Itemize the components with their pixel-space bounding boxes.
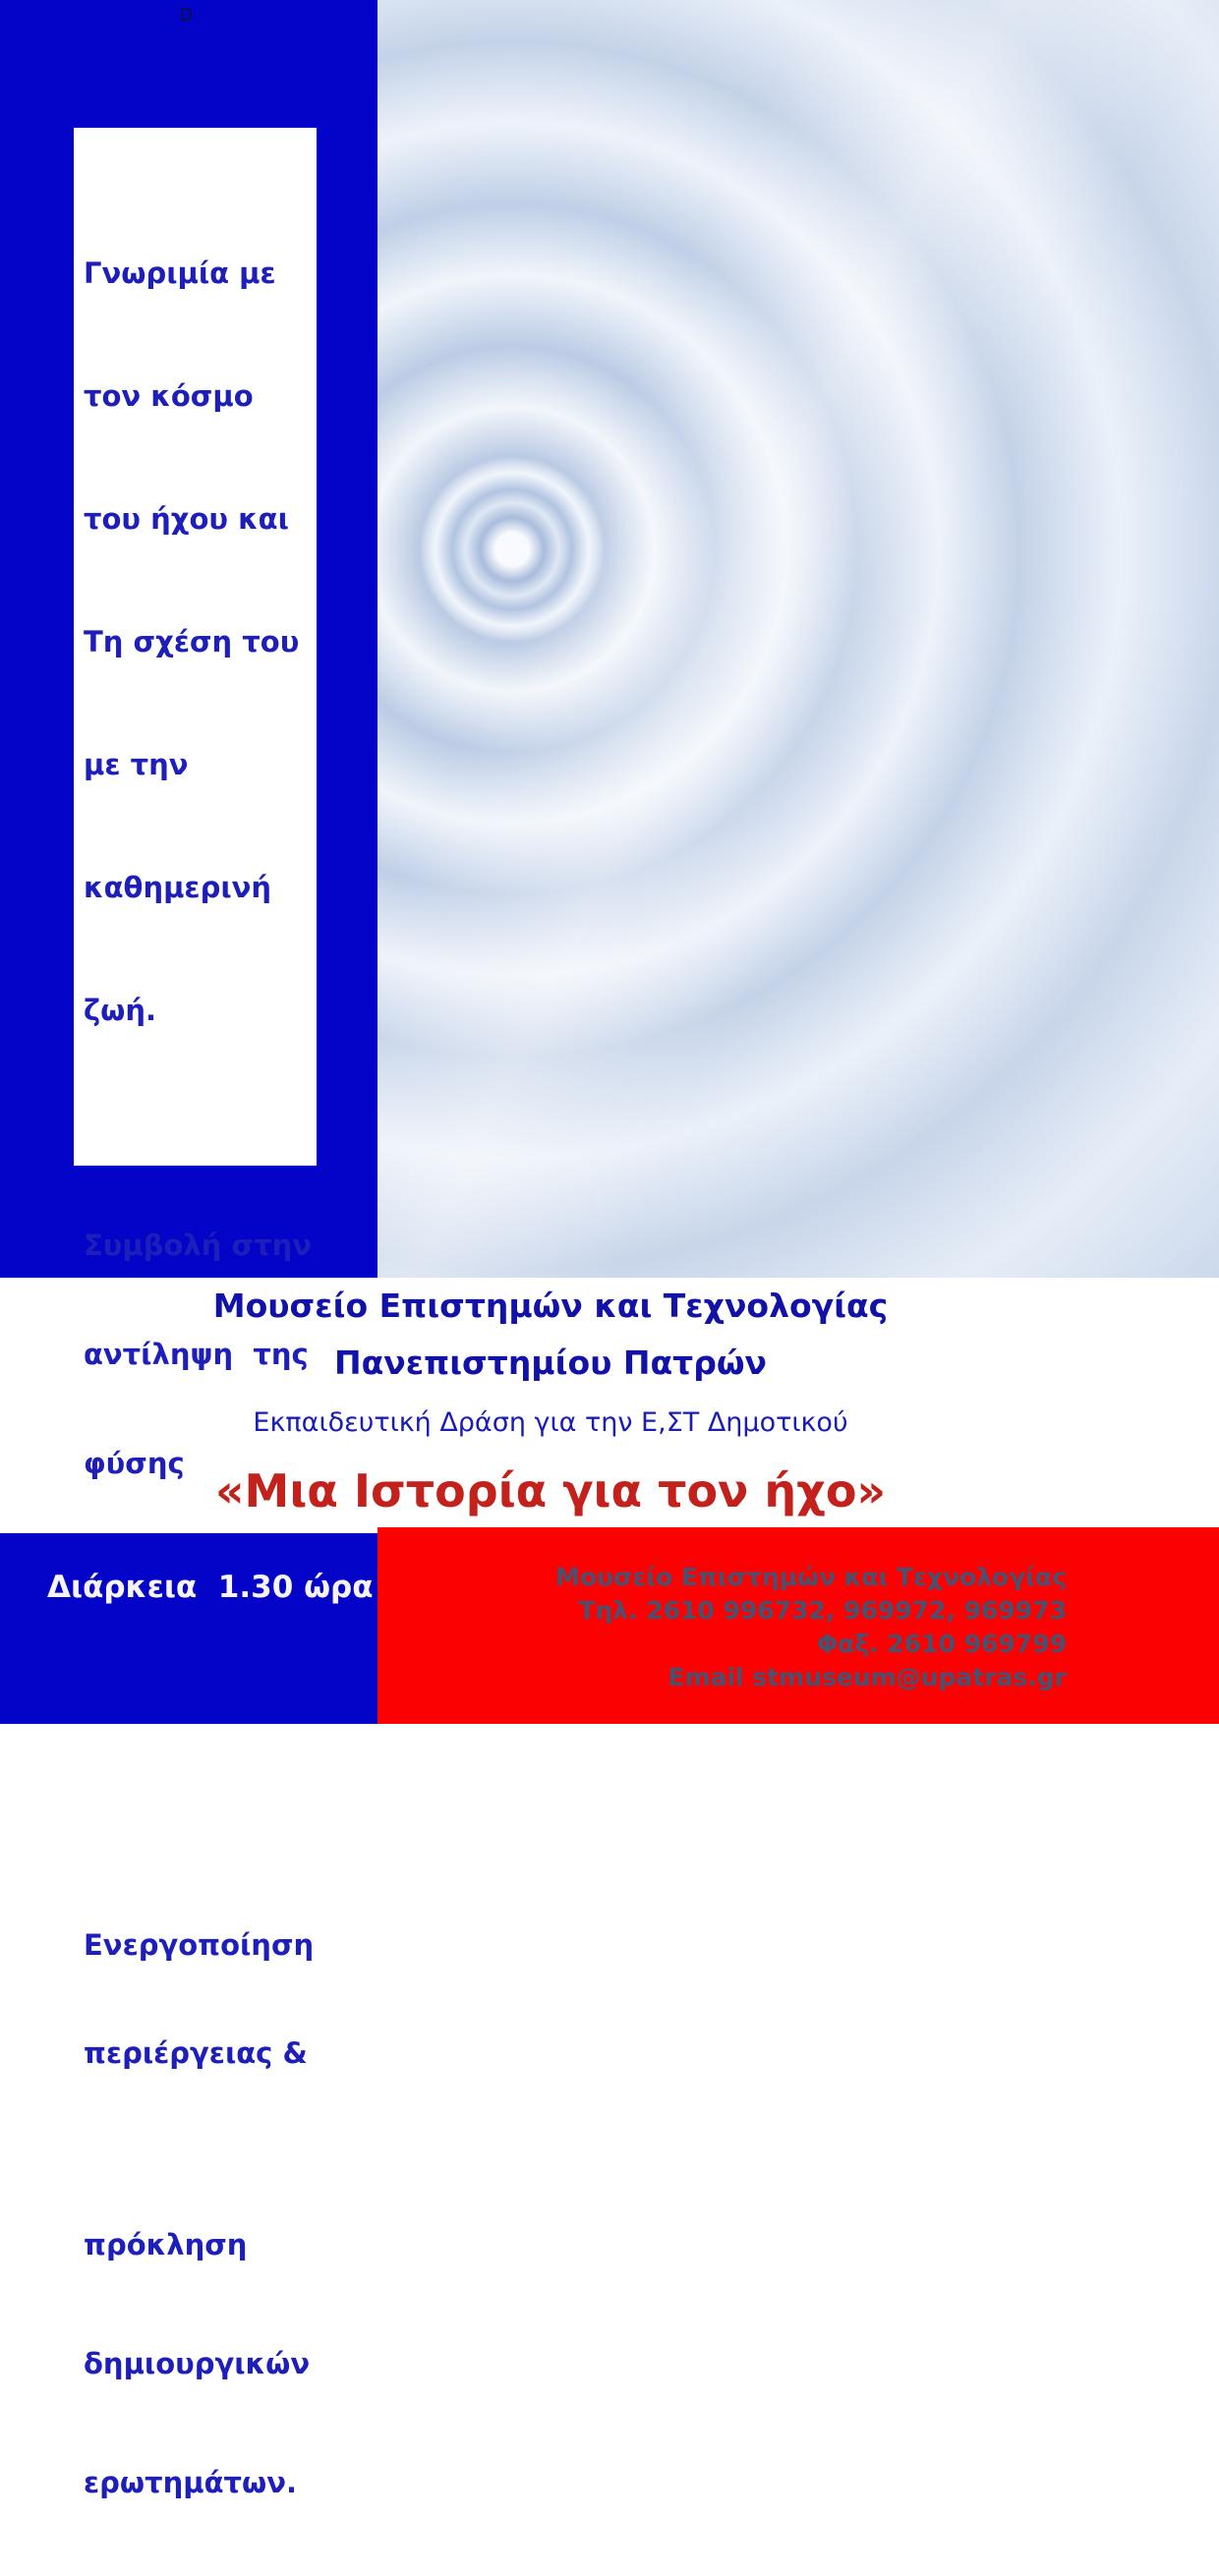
subtitle: Εκπαιδευτική Δράση για την Ε,ΣΤ Δημοτικού: [253, 1407, 848, 1438]
sidebar-line: δημιουργικών: [84, 2347, 311, 2380]
sidebar-line: ζωή.: [84, 994, 157, 1027]
duration-box: [0, 1533, 377, 1724]
contact-fax: Φαξ. 2610 969799: [816, 1630, 1067, 1658]
sidebar-line: Γνωριμία με: [84, 257, 276, 290]
museum-title-line1: Μουσείο Επιστημών και Τεχνολογίας: [212, 1287, 889, 1325]
spacer: [84, 1106, 317, 1158]
sidebar-line: αντίληψη της: [84, 1338, 309, 1371]
sidebar-line: του ήχου και: [84, 502, 289, 536]
spacer: [84, 1742, 317, 1858]
sidebar-line: φύσης: [84, 1447, 185, 1480]
spacer: [84, 2141, 317, 2152]
sidebar-line: περιέργειας &: [84, 2036, 308, 2070]
sidebar-line: Τη σχέση του: [84, 625, 300, 658]
contact-museum-name: Μουσείο Επιστημών και Τεχνολογίας: [554, 1563, 1067, 1591]
sidebar-line: καθημερινή: [84, 871, 272, 904]
sidebar-line: ερωτημάτων.: [84, 2466, 298, 2499]
sidebar-line: Συμβολή στην: [84, 1229, 312, 1262]
museum-title-line2: Πανεπιστημίου Πατρών: [333, 1344, 768, 1382]
top-mark: D: [180, 6, 194, 26]
heading-section: [0, 1278, 1101, 1527]
event-title: «Μια Ιστορία για τον ήχο»: [214, 1464, 887, 1517]
sidebar-line: τον κόσμο: [84, 379, 254, 413]
sidebar-line: Ενεργοποίηση: [84, 1928, 315, 1962]
contact-box: [377, 1527, 1219, 1724]
sidebar-line: με την: [84, 748, 189, 781]
contact-phone: Τηλ. 2610 996732, 969972, 969973: [578, 1596, 1067, 1625]
duration-text: Διάρκεια 1.30 ώρα: [47, 1570, 374, 1605]
sidebar-line: πρόκληση: [84, 2228, 248, 2261]
water-ripple-image: [377, 0, 1219, 1278]
contact-email: Email stmuseum@upatras.gr: [668, 1663, 1067, 1691]
